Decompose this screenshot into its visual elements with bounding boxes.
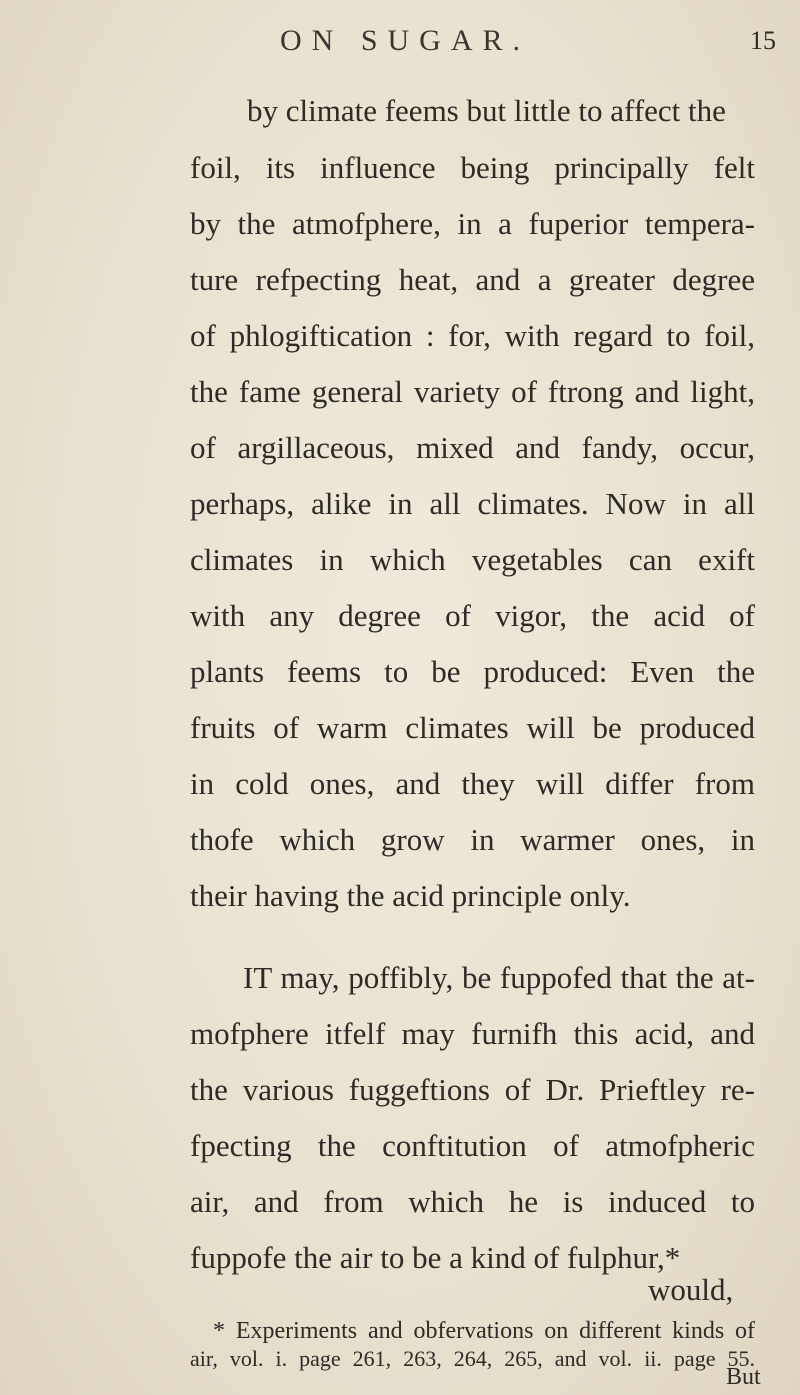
catchword: would, <box>648 1272 734 1307</box>
page-header <box>0 24 800 64</box>
footnote-line: air, vol. i. page 261, 263, 264, 265, and vol. ii. page 55. <box>190 1346 755 1371</box>
text-line: with any degree of vigor, the acid of <box>190 598 755 633</box>
page-number: 15 <box>750 26 776 55</box>
text-line: fruits of warm climates will be produced <box>190 710 755 745</box>
text-line: the various fuggeftions of Dr. Prieftley re- <box>190 1072 755 1107</box>
paragraph-first-line: IT may, poffibly, be fuppofed that the at- <box>243 960 755 995</box>
text-line: air, and from which he is induced to <box>190 1184 755 1219</box>
text-line: in cold ones, and they will differ from <box>190 766 755 801</box>
text-line: of phlogiftication : for, with regard to foil, <box>190 318 755 353</box>
text-line: by climate feems but little to affect the <box>247 93 726 128</box>
text-line: of argillaceous, mixed and fandy, occur, <box>190 430 755 465</box>
text-line: plants feems to be produced: Even the <box>190 654 755 689</box>
text-line: climates in which vegetables can exift <box>190 542 755 577</box>
footnote-catchword: But <box>726 1364 761 1390</box>
text-line: mofphere itfelf may furnifh this acid, and <box>190 1016 755 1051</box>
text-line: their having the acid principle only. <box>190 878 631 913</box>
footnote-line: * Experiments and obfervations on different kinds of <box>213 1318 755 1344</box>
running-title: ON SUGAR. <box>279 24 531 57</box>
text-line: thofe which grow in warmer ones, in <box>190 822 755 857</box>
text-line: perhaps, alike in all climates. Now in all <box>190 486 755 521</box>
text-line: ture refpecting heat, and a greater degree <box>190 262 755 297</box>
text-line: fpecting the conftitution of atmofpheric <box>190 1128 755 1163</box>
text-line: the fame general variety of ftrong and light, <box>190 374 755 409</box>
text-line: fuppofe the air to be a kind of fulphur,* <box>190 1240 681 1275</box>
text-line: foil, its influence being principally felt <box>190 150 755 185</box>
text-line: by the atmofphere, in a fuperior tempera- <box>190 206 755 241</box>
